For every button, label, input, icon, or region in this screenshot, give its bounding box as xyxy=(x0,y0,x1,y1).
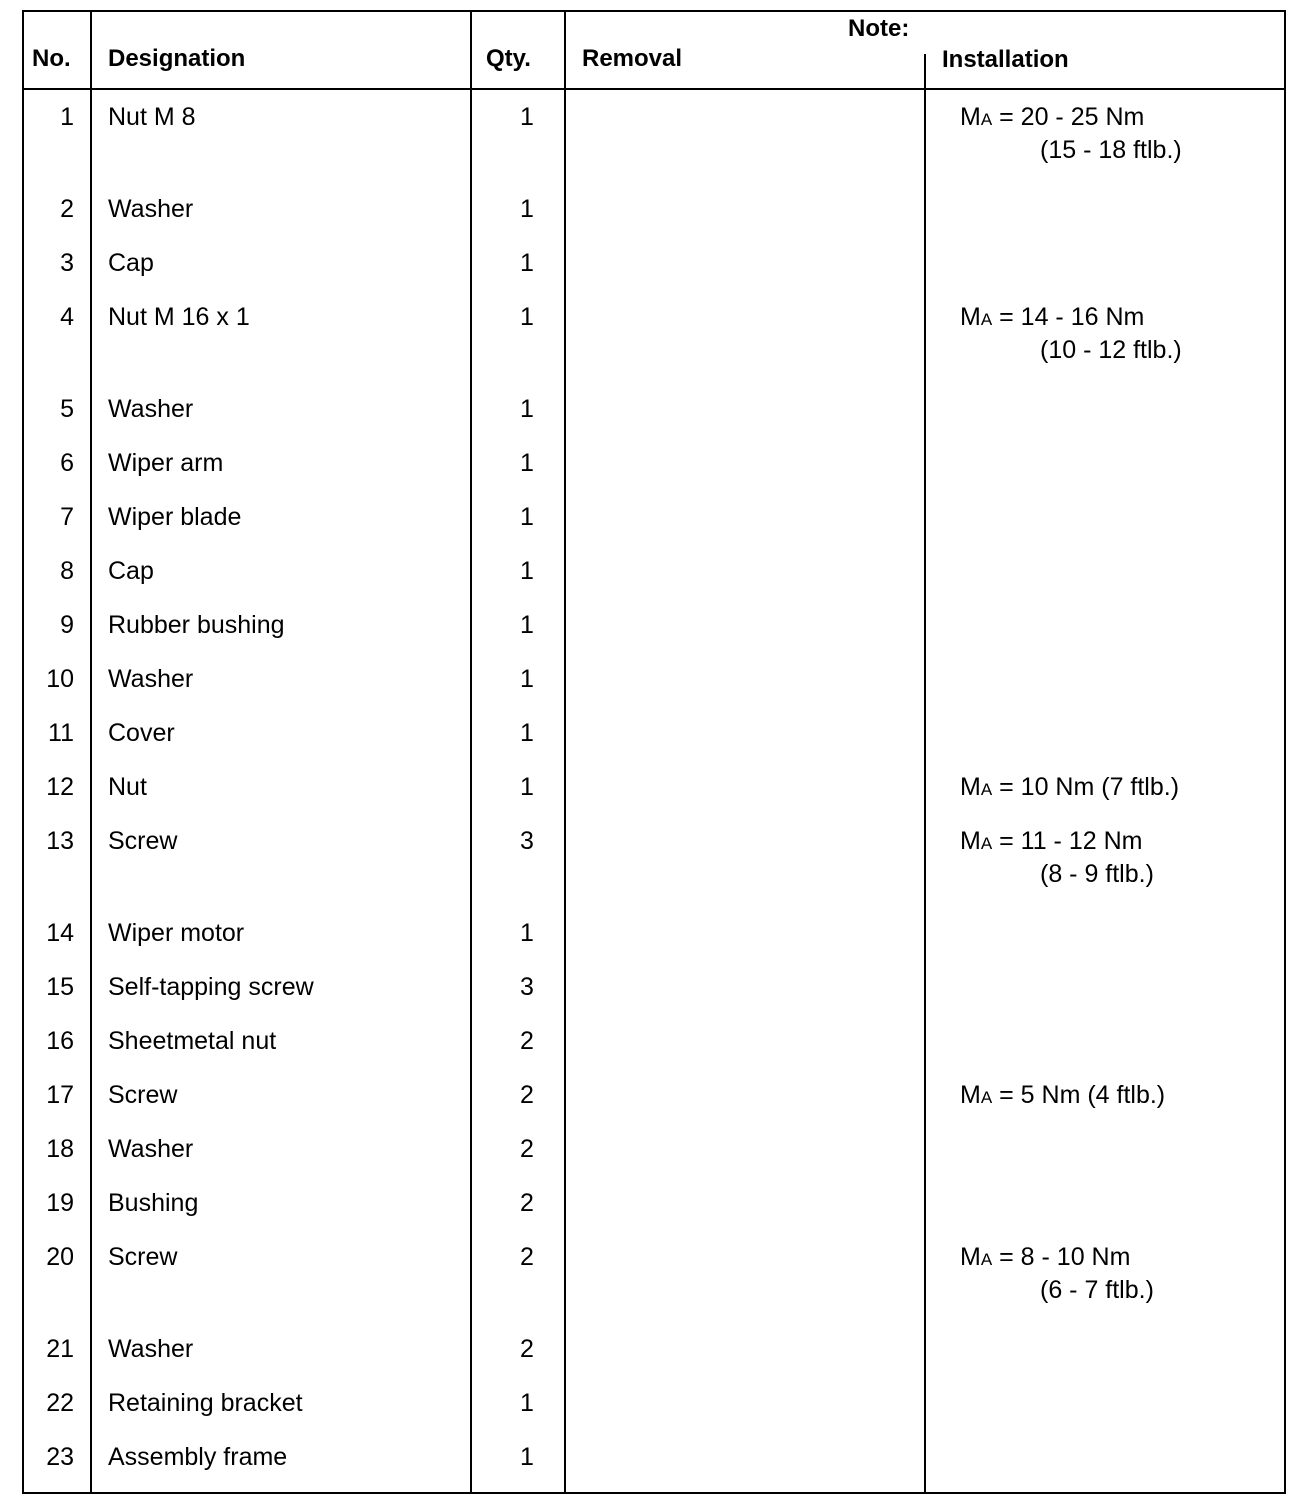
row-number: 22 xyxy=(46,1389,74,1417)
torque-value xyxy=(960,303,1144,331)
row-designation: Wiper motor xyxy=(108,919,245,947)
row-designation: Wiper arm xyxy=(108,449,224,477)
torque-value-imperial: (15 - 18 ftlb.) xyxy=(1040,136,1182,164)
row-designation: Washer xyxy=(108,1335,194,1363)
torque-value xyxy=(960,103,1144,131)
row-number: 14 xyxy=(46,919,74,947)
row-designation: Nut M 8 xyxy=(108,103,196,131)
row-number: 6 xyxy=(60,449,74,477)
row-designation: Nut M 16 x 1 xyxy=(108,303,250,331)
torque-value-imperial: (6 - 7 ftlb.) xyxy=(1040,1276,1154,1304)
column-divider-removal xyxy=(924,54,926,1492)
torque-value xyxy=(960,773,1179,801)
row-quantity: 1 xyxy=(520,503,534,531)
row-quantity: 1 xyxy=(520,773,534,801)
row-quantity: 3 xyxy=(520,827,534,855)
row-installation-torque xyxy=(960,826,1154,889)
row-quantity: 1 xyxy=(520,303,534,331)
row-quantity: 1 xyxy=(520,249,534,277)
row-number: 23 xyxy=(46,1443,74,1471)
torque-value-text: = 11 - 12 Nm xyxy=(992,827,1143,855)
torque-symbol-subscript: A xyxy=(980,1088,993,1107)
torque-value xyxy=(960,1081,1165,1109)
row-designation: Screw xyxy=(108,1243,178,1271)
row-quantity: 1 xyxy=(520,919,534,947)
row-designation: Washer xyxy=(108,665,194,693)
row-number: 21 xyxy=(46,1335,74,1363)
column-divider-qty xyxy=(564,12,566,1492)
row-designation: Rubber bushing xyxy=(108,611,285,639)
torque-symbol: M xyxy=(960,103,981,131)
row-quantity: 1 xyxy=(520,557,534,585)
row-number: 4 xyxy=(60,303,74,331)
row-number: 17 xyxy=(46,1081,74,1109)
torque-value-text: = 10 Nm (7 ftlb.) xyxy=(992,773,1180,801)
row-designation: Nut xyxy=(108,773,147,801)
torque-value-imperial: (10 - 12 ftlb.) xyxy=(1040,336,1182,364)
torque-symbol-subscript: A xyxy=(980,834,993,853)
parts-table xyxy=(22,10,1286,1494)
torque-value-text: = 20 - 25 Nm xyxy=(992,103,1145,131)
row-designation: Retaining bracket xyxy=(108,1389,303,1417)
row-quantity: 1 xyxy=(520,103,534,131)
torque-value-imperial: (8 - 9 ftlb.) xyxy=(1040,860,1154,888)
row-number: 3 xyxy=(60,249,74,277)
row-number: 11 xyxy=(48,719,74,747)
torque-symbol-subscript: A xyxy=(980,780,993,799)
row-designation: Assembly frame xyxy=(108,1443,288,1471)
row-quantity: 2 xyxy=(520,1081,534,1109)
row-number: 16 xyxy=(46,1027,74,1055)
row-designation: Sheetmetal nut xyxy=(108,1027,277,1055)
row-designation: Cap xyxy=(108,249,154,277)
header-qty: Qty. xyxy=(486,45,531,72)
row-installation-torque xyxy=(960,302,1182,365)
header-divider xyxy=(24,88,1284,90)
row-designation: Washer xyxy=(108,395,194,423)
row-designation: Self-tapping screw xyxy=(108,973,314,1001)
header-installation: Installation xyxy=(942,46,1069,73)
row-designation: Washer xyxy=(108,1135,194,1163)
header-removal: Removal xyxy=(582,45,683,72)
row-quantity: 1 xyxy=(520,665,534,693)
header-designation: Designation xyxy=(108,45,246,72)
row-quantity: 1 xyxy=(520,449,534,477)
row-number: 10 xyxy=(46,665,74,693)
torque-symbol-subscript: A xyxy=(980,110,993,129)
row-number: 13 xyxy=(46,827,74,855)
row-number: 8 xyxy=(60,557,74,585)
row-designation: Bushing xyxy=(108,1189,199,1217)
row-designation: Screw xyxy=(108,827,178,855)
row-number: 19 xyxy=(46,1189,74,1217)
row-quantity: 1 xyxy=(520,395,534,423)
row-number: 12 xyxy=(46,773,74,801)
row-number: 20 xyxy=(46,1243,74,1271)
row-designation: Washer xyxy=(108,195,194,223)
row-quantity: 1 xyxy=(520,719,534,747)
torque-symbol-subscript: A xyxy=(980,1250,993,1269)
row-quantity: 2 xyxy=(520,1243,534,1271)
row-installation-torque xyxy=(960,1080,1165,1113)
torque-value-text: = 5 Nm (4 ftlb.) xyxy=(992,1081,1166,1109)
row-quantity: 2 xyxy=(520,1335,534,1363)
row-number: 1 xyxy=(60,103,74,131)
row-number: 9 xyxy=(60,611,74,639)
row-quantity: 2 xyxy=(520,1135,534,1163)
row-number: 2 xyxy=(60,195,74,223)
row-designation: Cap xyxy=(108,557,154,585)
torque-value xyxy=(960,827,1142,855)
torque-symbol: M xyxy=(960,1243,981,1271)
column-divider-no xyxy=(90,12,92,1492)
row-quantity: 1 xyxy=(520,1443,534,1471)
row-quantity: 1 xyxy=(520,195,534,223)
header-note: Note: xyxy=(848,15,910,42)
row-installation-torque xyxy=(960,772,1179,805)
row-quantity: 1 xyxy=(520,1389,534,1417)
torque-symbol: M xyxy=(960,303,981,331)
torque-value-text: = 14 - 16 Nm xyxy=(992,303,1145,331)
row-installation-torque xyxy=(960,102,1182,165)
row-designation: Wiper blade xyxy=(108,503,242,531)
row-quantity: 2 xyxy=(520,1189,534,1217)
row-designation: Screw xyxy=(108,1081,178,1109)
row-installation-torque xyxy=(960,1242,1154,1305)
torque-value xyxy=(960,1243,1130,1271)
row-number: 18 xyxy=(46,1135,74,1163)
row-number: 7 xyxy=(60,503,74,531)
column-divider-designation xyxy=(470,12,472,1492)
row-quantity: 3 xyxy=(520,973,534,1001)
torque-symbol-subscript: A xyxy=(980,310,993,329)
row-number: 15 xyxy=(46,973,74,1001)
row-quantity: 1 xyxy=(520,611,534,639)
row-number: 5 xyxy=(60,395,74,423)
torque-symbol: M xyxy=(960,1081,981,1109)
torque-value-text: = 8 - 10 Nm xyxy=(992,1243,1131,1271)
row-quantity: 2 xyxy=(520,1027,534,1055)
header-no: No. xyxy=(32,45,71,72)
torque-symbol: M xyxy=(960,773,981,801)
torque-symbol: M xyxy=(960,827,981,855)
row-designation: Cover xyxy=(108,719,175,747)
